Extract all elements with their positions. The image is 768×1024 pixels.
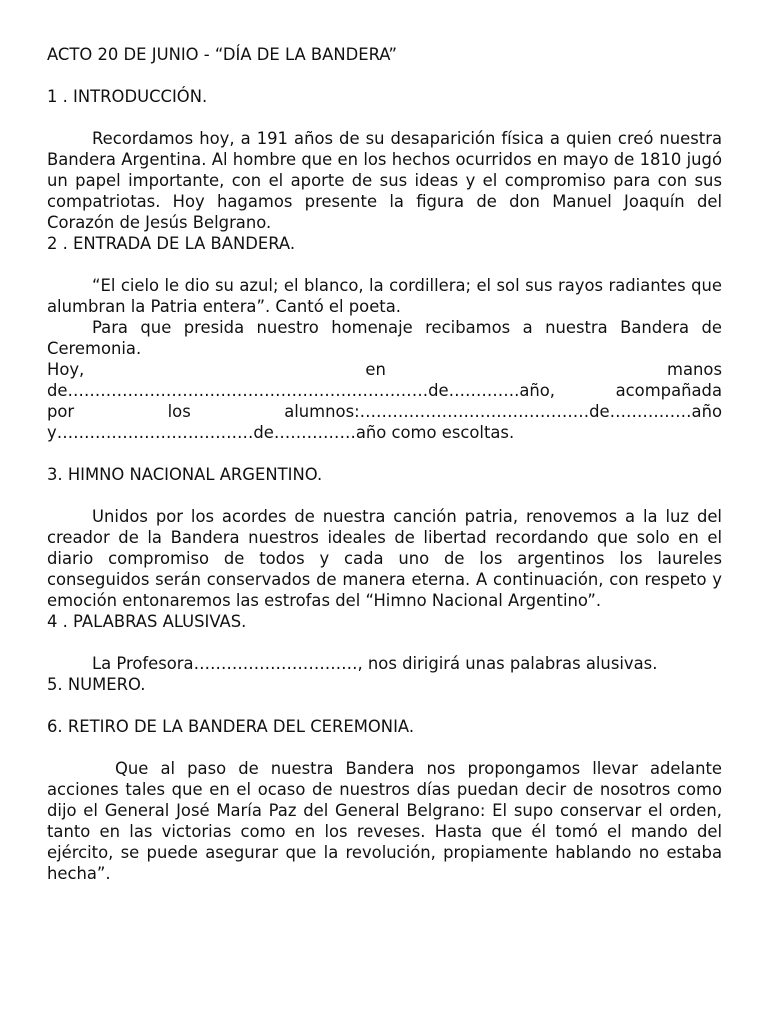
fill-in-line: y………………………………de……………año como escoltas. (47, 423, 515, 442)
section-heading: 1 . INTRODUCCIÓN. (47, 87, 208, 106)
section-paragraph: Para que presida nuestro homenaje recibamos a nuestra Bandera de Ceremonia. (47, 318, 722, 358)
section-introduccion (47, 86, 722, 233)
fill-in-line: Hoy, en manos (47, 360, 722, 379)
section-heading: 5. NUMERO. (47, 675, 146, 694)
section-paragraph: Recordamos hoy, a 191 años de su desaparición física a quien creó nuestra Bandera Argentina. Al hombre que en los hechos ocurridos en mayo de 1810 jugó un papel importante, con el aporte de sus ideas y el compromiso para con sus compatriotas. Hoy hagamos presente la figura de don Manuel Joaquín del Corazón de Jesús Belgrano. (47, 129, 722, 232)
section-heading: 2 . ENTRADA DE LA BANDERA. (47, 234, 296, 253)
section-paragraph: “El cielo le dio su azul; el blanco, la cordillera; el sol sus rayos radiantes que alumbran la Patria entera”. Cantó el poeta. (47, 276, 722, 316)
section-retiro-bandera (47, 716, 722, 884)
section-paragraph: La Profesora…………………………, nos dirigirá unas palabras alusivas. (92, 654, 658, 673)
section-heading: 4 . PALABRAS ALUSIVAS. (47, 612, 247, 631)
section-himno (47, 464, 722, 611)
fill-in-line: por los alumnos:……………………………………de……………año (47, 402, 722, 421)
section-palabras-alusivas (47, 611, 722, 674)
document-title: ACTO 20 DE JUNIO - “DÍA DE LA BANDERA” (47, 45, 397, 64)
section-numero (47, 674, 722, 695)
section-heading: 6. RETIRO DE LA BANDERA DEL CEREMONIA. (47, 717, 415, 736)
section-heading: 3. HIMNO NACIONAL ARGENTINO. (47, 465, 323, 484)
section-paragraph: Que al paso de nuestra Bandera nos propongamos llevar adelante acciones tales que en el ocaso de nuestros días puedan decir de nosotros como dijo el General José María Paz del General Belgrano: El supo conservar el orden, tanto en las victorias como en los reveses. Hasta que él tomó el mando del ejército, se puede asegurar que la revolución, propiamente hablando no estaba hecha”. (47, 759, 722, 883)
spacer (47, 443, 722, 464)
fill-in-line: de…………………………………………………………de………….año, acompañada (47, 381, 722, 400)
section-entrada-bandera (47, 233, 722, 464)
section-paragraph: Unidos por los acordes de nuestra canción patria, renovemos a la luz del creador de la Bandera nuestros ideales de libertad recordando que solo en el diario compromiso de todos y cada uno de los argentinos los laureles conseguidos serán conservados de manera eterna. A continuación, con respeto y emoción entonaremos las estrofas del “Himno Nacional Argentino”. (47, 507, 722, 610)
